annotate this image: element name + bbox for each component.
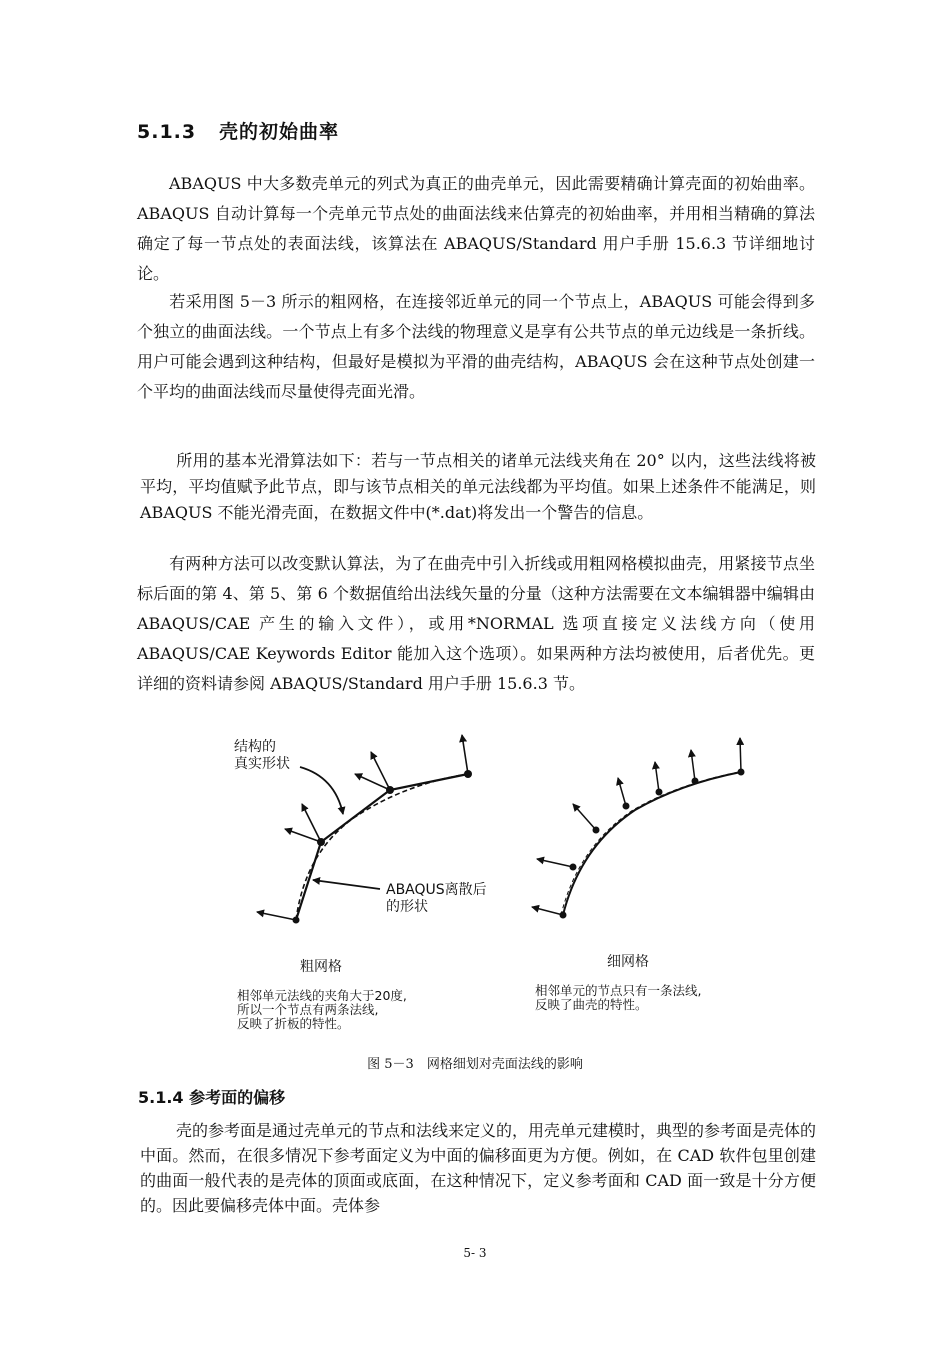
paragraph-1 [137, 169, 815, 289]
fine-mesh-note [535, 984, 701, 1012]
paragraph-2-text: 若采用图 5－3 所示的粗网格，在连接邻近单元的同一个节点上，ABAQUS 可能会得到多个独立的曲面法线。一个节点上有多个法线的物理意义是享有公共节点的单元边线是一条折线。用户可能会遇到这种结构，但最好是模拟为平滑的曲壳结构，ABAQUS 会在这种节点处创建一个平均的曲面法线而尽量使得壳面光滑。 [137, 292, 815, 401]
fine-mesh-nodes [560, 769, 745, 919]
paragraph-1-text: ABAQUS 中大多数壳单元的列式为真正的曲壳单元，因此需要精确计算壳面的初始曲率。ABAQUS 自动计算每一个壳单元节点处的曲面法线来估算壳的初始曲率，并用相当精确的算法确定了每一节点处的表面法线，该算法在 ABAQUS/Standard 用户手册 15.6.3 节详细地讨论。 [137, 174, 815, 283]
section-heading [137, 117, 339, 144]
subsection-heading: 5.1.4 参考面的偏移 [138, 1088, 286, 1107]
paragraph-4 [137, 549, 815, 699]
coarse-note-line-2: 所以一个节点有两条法线, [237, 1002, 379, 1017]
label-discrete-shape [386, 882, 487, 916]
paragraph-2 [137, 287, 815, 407]
section-title: 壳的初始曲率 [218, 121, 339, 143]
fine-mesh-title: 细网格 [607, 954, 649, 970]
label-true-shape [234, 739, 290, 773]
label-true-shape-line-1: 结构的 [234, 739, 276, 755]
fine-note-line-2: 反映了曲壳的特性。 [535, 997, 648, 1012]
label-true-shape-line-2: 真实形状 [234, 756, 290, 772]
label-discrete-line-1: ABAQUS离散后 [386, 882, 487, 898]
figure-mesh-normals [175, 732, 775, 1054]
paragraph-5-text: 壳的参考面是通过壳单元的节点和法线来定义的，用壳单元建模时，典型的参考面是壳体的中面。然而，在很多情况下参考面定义为中面的偏移面更为方便。例如，在 CAD 软件包里创建的曲面一般代表的是壳体的顶面或底面，在这种情况下，定义参考面和 CAD 面一致是十分方便的。因此要偏移壳体中面。壳体参 [140, 1121, 817, 1215]
paragraph-3-text: 所用的基本光滑算法如下：若与一节点相关的诸单元法线夹角在 20° 以内，这些法线将被平均，平均值赋予此节点，即与该节点相关的单元法线都为平均值。如果上述条件不能满足，则 ABAQUS 不能光滑壳面，在数据文件中(*.dat)将发出一个警告的信息。 [140, 451, 816, 522]
coarse-mesh-note [237, 989, 407, 1031]
paragraph-4-text: 有两种方法可以改变默认算法，为了在曲壳中引入折线或用粗网格模拟曲壳，用紧接节点坐标后面的第 4、第 5、第 6 个数据值给出法线矢量的分量（这种方法需要在文本编辑器中编辑由 ABAQUS/CAE 产生的输入文件），或用*NORMAL 选项直接定义法线方向（使用 ABAQUS/CAE Keywords Editor 能加入这个选项）。如果两种方法均被使用，后者优先。更详细的资料请参阅 ABAQUS/Standard 用户手册 15.6.3 节。 [137, 554, 815, 693]
paragraph-5 [140, 1118, 816, 1218]
coarse-note-line-3: 反映了折板的特性。 [237, 1016, 350, 1031]
label-discrete-line-2: 的形状 [386, 899, 428, 915]
paragraph-3 [140, 448, 816, 526]
figure-caption: 图 5－3 网格细划对壳面法线的影响 [367, 1057, 583, 1072]
coarse-mesh-title: 粗网格 [300, 959, 342, 975]
section-number: 5.1.3 [137, 121, 197, 143]
coarse-note-line-1: 相邻单元法线的夹角大于20度, [237, 988, 407, 1003]
fine-mesh-shape [532, 738, 741, 915]
fine-note-line-1: 相邻单元的节点只有一条法线, [535, 983, 702, 998]
page-number: 5- 3 [463, 1246, 487, 1260]
